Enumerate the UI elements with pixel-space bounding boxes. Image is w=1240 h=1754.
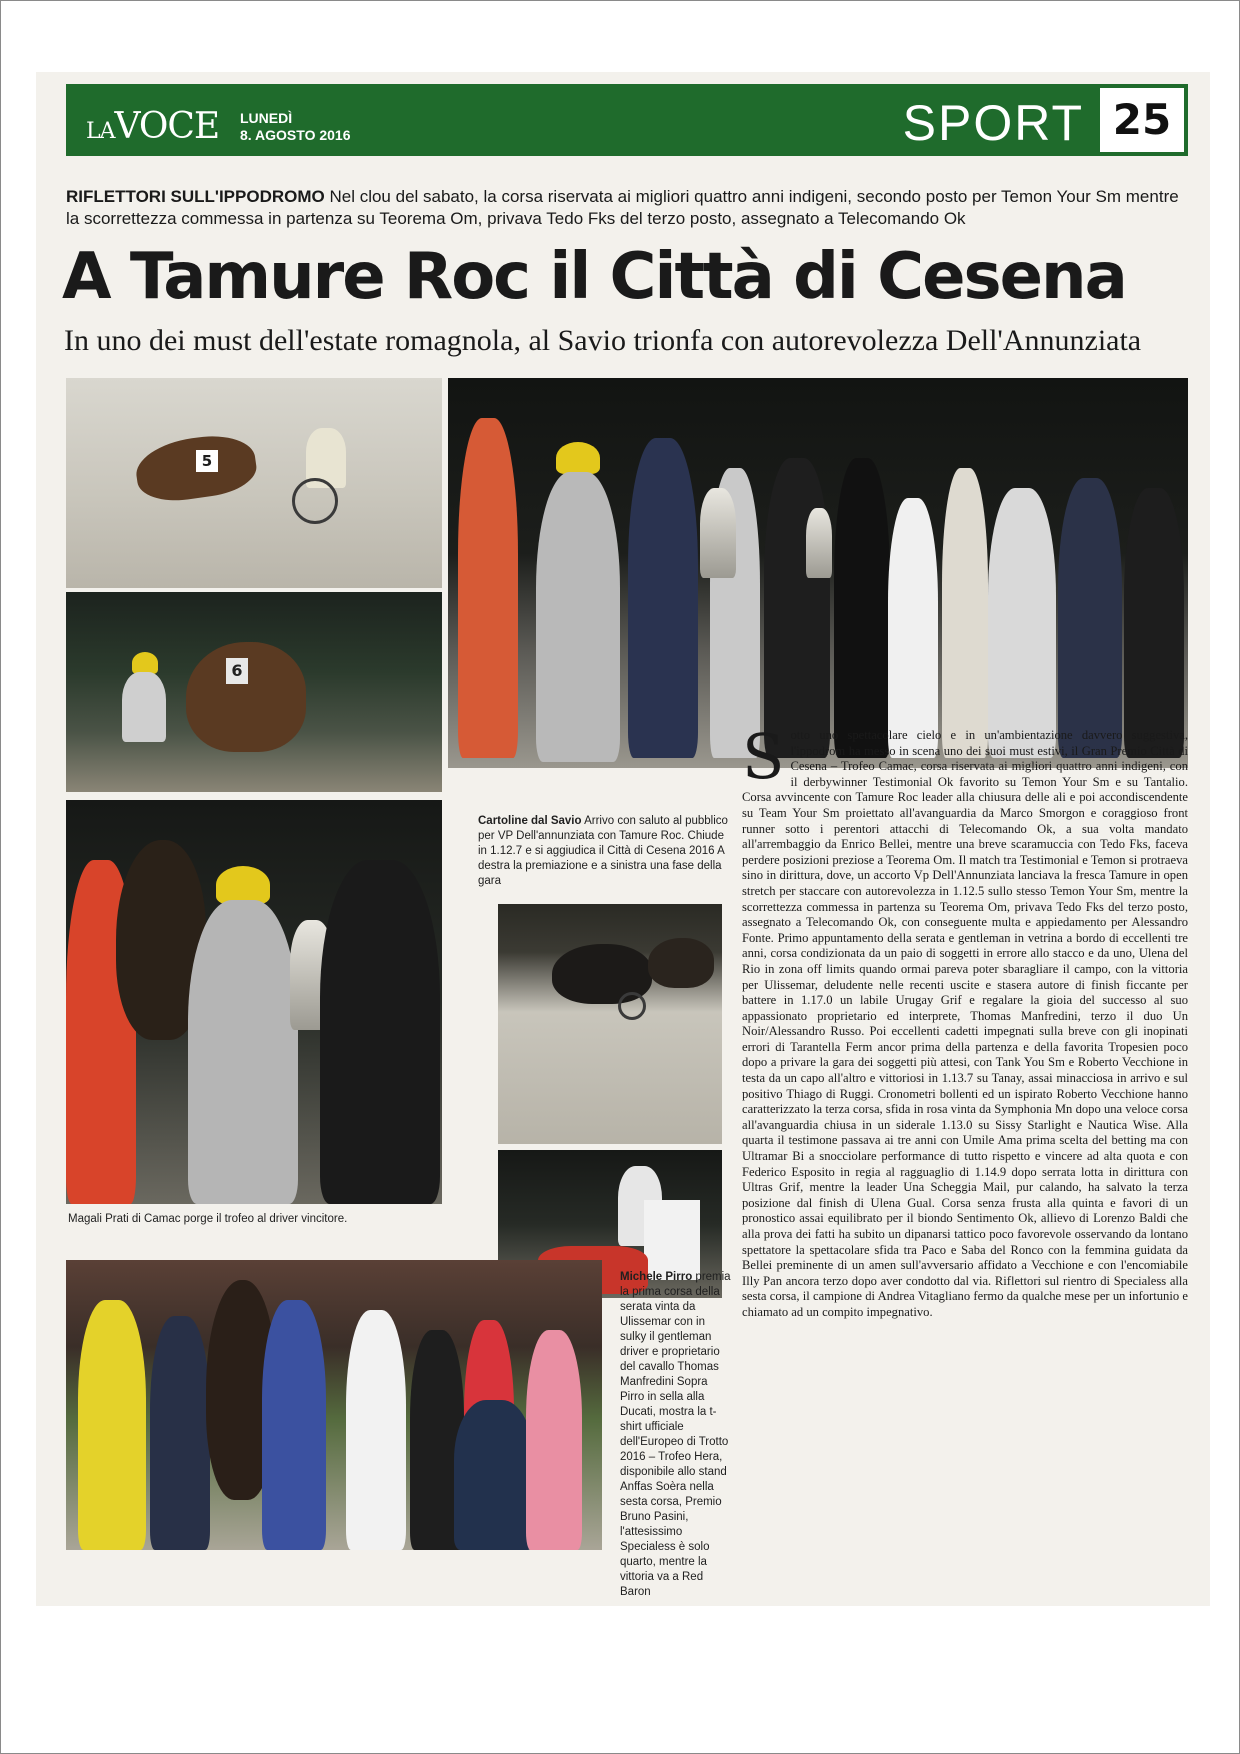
sulky-wheel [618,992,646,1020]
kicker-text: Nel clou del sabato, la corsa riservata ai migliori quattro anni indigeni, secondo posto per Temon Your Sm mentre la scorrettezza commessa in partenza su Teorema Om, privava Tedo Fks del terzo posto, assegnato a Telecomando Ok [66,187,1179,228]
caption-pirro [620,1270,734,1600]
sulky-wheel [292,478,338,524]
person-figure [150,1316,210,1550]
tshirt-figure [644,1200,700,1280]
helmet-figure [132,652,158,674]
helmet-figure [556,442,600,474]
article-body [742,720,1188,1321]
photo-group-winners [66,1260,602,1550]
caption-magali-text: Magali Prati di Camac porge il trofeo al driver vincitore. [68,1213,348,1225]
person-figure [988,488,1056,758]
dateline [240,110,351,144]
caption-pirro-text: premia la prima corsa della serata vinta da Ulissemar con in sulky il gentleman driver e proprietario del cavallo Thomas Manfredini Sopra Pirro in sella alla Ducati, mostra la t-shirt ufficiale dell'Europeo di Trotto 2016 – Trofeo Hera, disponibile allo stand Anffas Soèra nella sesta corsa, Premio Bruno Pasini, l'attesissimo Specialess è solo quarto, mentre la vittoria va a Red Baron [620,1271,731,1598]
newspaper-page [36,72,1210,1606]
masthead [66,84,1188,156]
article-text: otto uno spettacolare cielo e in un'ambientazione davvero suggestiva, l'ippodrom ha messo in scena uno dei suoi must estivi, il Gran Premio Città di Cesena – Trofeo Camac, corsa riservata ai migliori quattro anni indigeni, con il derbywinner Testimonial Ok favorito su Temon Your Sm e su Tantalio. Corsa avvincente con Tamure Roc leader alla chiusura delle ali e poi accondiscendente su Team Your Sm proiettato all'avanguardia da Marco Smorgon e coraggioso front runner sotto i perentori attacchi di Telecomando Ok, a sua volta mandato all'arrembaggio da Enrico Bellei, mentre una breve scaramuccia con Tedo Fks, faceva perdere posizioni preziose a Teorema Om. Il match tra Testimonial e Temon si protraeva sino in dirittura, dove, un accorto Vp Dell'Annunziata lanciava la fresca Tamure in open stretch per staccare con autorevolezza in 1.12.5 sullo stesso Temon Your Sm, mentre la scorrettezza commessa in partenza su Teorema Om, privava Tedo Fks del terzo posto, assegnato a Telecomando Ok, con conseguente multa e appiedamento per Alessandro Fonte. Primo appuntamento della serata e gentleman in vetrina a bordo di eccellenti tre anni, corsa condizionata da un paio di soggetti in errore allo stacco e da uno, Ulena del Rio in zona off limits quando ormai pareva poter sbaragliare il campo, con la vittoria per Ulissemar, deludente nelle recenti uscite e stasera autore di finish ficcante per battere in 1.17.0 un labile Urugay Grif e regalare la gioia del successo al suo appassionato proprietario ed interprete, Thomas Manfredini, terzo il duo Un Noir/Alessandro Russo. Poi eccellenti cadetti impegnati sulla breve con gli inopinati errori di Tarantella Ferm ancor prima della partenza e della favorita Tropesien poco dopo a privare la gara dei soggetti più attesi, con Tank You Sm e Roberto Vecchione in testa da un capo all'altro e vittoriosi in 1.13.7 su Tanay, assai minacciosa in arrivo e sul positivo Thiago di Ruggi. Cronometri bollenti ed un ispirato Roberto Vecchione hanno caratterizzato la terza corsa, sfida in rosa vinta da Symphonia Mn dopo una veloce corsa all'avanguardia chiusa in un siderale 1.13.0 su Sissy Starlight e Nautica Wise. Alla quarta il testimone passava ai tre anni con Umile Ama prima scelta del betting ma con Ultramar Bi a snocciolare performance di tutto rispetto e vincere ad alta quota e con Federico Esposito in regia al ragguaglio di 1.14.9 dopo serrata lotta in dirittura con Ultras Grif, mentre la leader Una Scheggia Mail, pur calando, ha salvato la terza posizione dal finish di Ulena Gual. Corsa senza frusta alla quinta e favori di un pronostico assai equilibrato per il biondo Sentimento Ok, allievo di Lorenzo Baldi che alla prova dei fatti ha subito un dipanarsi tattico poco favorevole osservando da lontano spettatore la spettacolare sfida tra Paco e Saba del Ronco con la femmina guidata da Bellei preminente di un amen sull'avversario affidato a Vecchione e con l'encomiabile Illy Pan ancora terzo dopo aver condotto dal via. Riflettori sul rientro di Specialess alla sesta corsa, il campione di Andrea Vitagliano fermo da qualche mese per un infortunio e chiamato ad un compito impegnativo. [742,728,1188,1319]
person-figure [764,458,830,758]
dateline-date: 8. AGOSTO 2016 [240,127,351,143]
logo-prefix: LA [86,119,115,144]
trophy-figure [806,508,832,578]
person-figure [262,1300,326,1550]
person-figure [888,498,938,758]
driver-figure [122,672,166,742]
kicker [66,186,1188,230]
page-number: 25 [1100,88,1184,152]
person-figure [454,1400,534,1550]
person-figure [1058,478,1122,758]
logo-main: VOCE [114,106,220,147]
person-figure [346,1310,406,1550]
caption-magali [68,1212,444,1227]
person-figure [320,860,440,1204]
caption-cartoline-title: Cartoline dal Savio [478,815,582,827]
caption-cartoline [478,814,732,889]
trophy-figure [700,488,736,578]
photo-race-track [66,378,442,588]
driver-figure [536,472,620,762]
person-figure [458,418,518,758]
horse-figure [648,938,714,988]
newspaper-logo [86,106,219,147]
headline: A Tamure Roc il Città di Cesena [62,240,1126,314]
helmet-figure [216,866,270,904]
person-figure [78,1300,146,1550]
section-name: SPORT [902,95,1084,151]
photo-race-finish [498,904,722,1144]
caption-pirro-title: Michele Pirro [620,1271,693,1283]
person-figure [1124,488,1184,758]
person-figure [942,468,988,758]
article-dropcap: S [742,720,785,793]
photo-award-ceremony [448,378,1188,768]
driver-figure [188,900,298,1204]
person-figure [834,458,890,758]
photo-trophy-presentation [66,800,442,1204]
dateline-day: LUNEDÌ [240,110,293,126]
photo-race-night [66,592,442,792]
saddlecloth-number: 6 [226,658,248,684]
person-figure [526,1330,582,1550]
subhead: In uno dei must dell'estate romagnola, al Savio trionfa con autorevolezza Dell'Annunziata [64,324,1142,357]
kicker-label: RIFLETTORI SULL'IPPODROMO [66,187,325,206]
saddlecloth-number: 5 [196,450,218,472]
caption-cartoline-text: Arrivo con saluto al pubblico per VP Dell'annunziata con Tamure Roc. Chiude in 1.12.7 e si aggiudica il Città di Cesena 2016 A destra la premiazione e a sinistra una fase della gara [478,815,728,887]
person-figure [628,438,698,758]
